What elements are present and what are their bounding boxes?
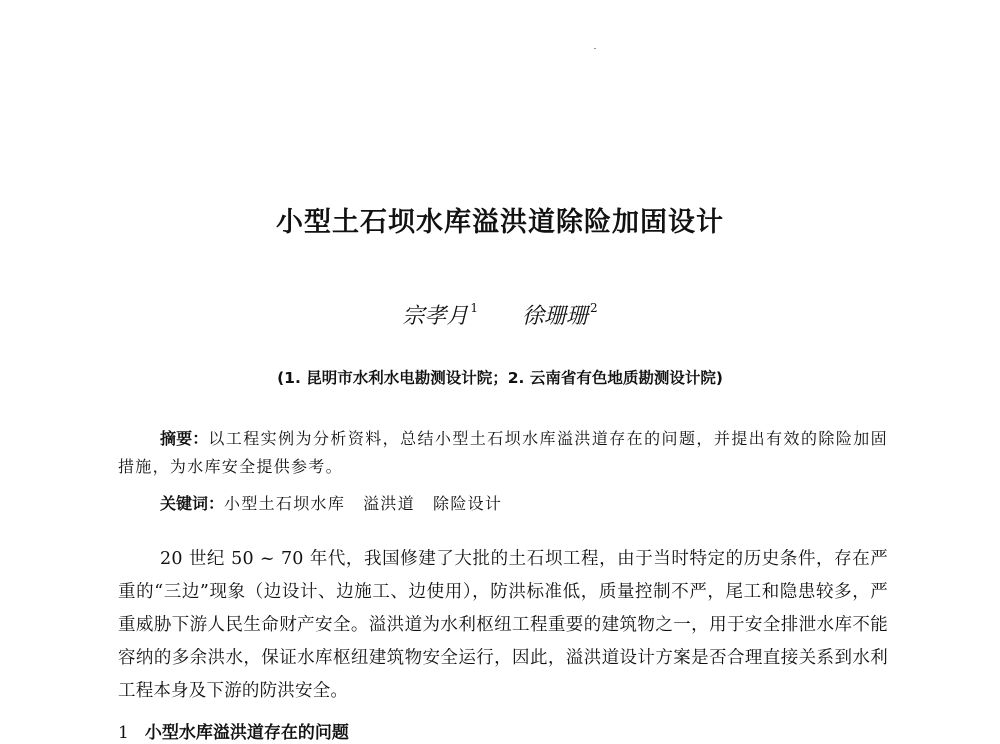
section-number: 1 <box>118 723 129 743</box>
author-affil-mark: 2 <box>590 301 598 315</box>
abstract-label: 摘要： <box>160 429 209 448</box>
author-line <box>0 299 1000 330</box>
author-name: 徐珊珊 <box>522 304 589 329</box>
keyword-item: 除险设计 <box>433 494 503 513</box>
affiliations: (1. 昆明市水利水电勘测设计院；2. 云南省有色地质勘测设计院) <box>277 369 723 387</box>
author-affil-mark: 1 <box>470 301 478 315</box>
scan-speck <box>594 48 596 49</box>
paper-title: 小型土石坝水库溢洪道除险加固设计 <box>276 207 724 238</box>
abstract-text: 以工程实例为分析资料，总结小型土石坝水库溢洪道存在的问题，并提出有效的除险加固措施，为水库安全提供参考。 <box>118 429 888 476</box>
keywords-label: 关键词： <box>160 494 225 513</box>
section-title: 小型水库溢洪道存在的问题 <box>144 723 349 743</box>
keywords <box>160 491 520 514</box>
keyword-item: 小型土石坝水库 <box>224 494 346 513</box>
keyword-item: 溢洪道 <box>363 494 416 513</box>
author-name: 宗孝月 <box>402 304 469 329</box>
body-paragraph: 20 世纪 50 ~ 70 年代，我国修建了大批的土石坝工程，由于当时特定的历史条件，存在严重的“三边”现象（边设计、边施工、边使用），防洪标准低，质量控制不严，尾工和隐患较多，严重威胁下游人民生命财产安全。溢洪道为水利枢纽工程重要的建筑物之一，用于安全排泄水库不能容纳的多余洪水，保证水库枢纽建筑物安全运行，因此，溢洪道设计方案是否合理直接关系到水利工程本身及下游的防洪安全。 <box>118 549 888 701</box>
abstract <box>118 425 888 481</box>
section-heading <box>118 718 349 743</box>
